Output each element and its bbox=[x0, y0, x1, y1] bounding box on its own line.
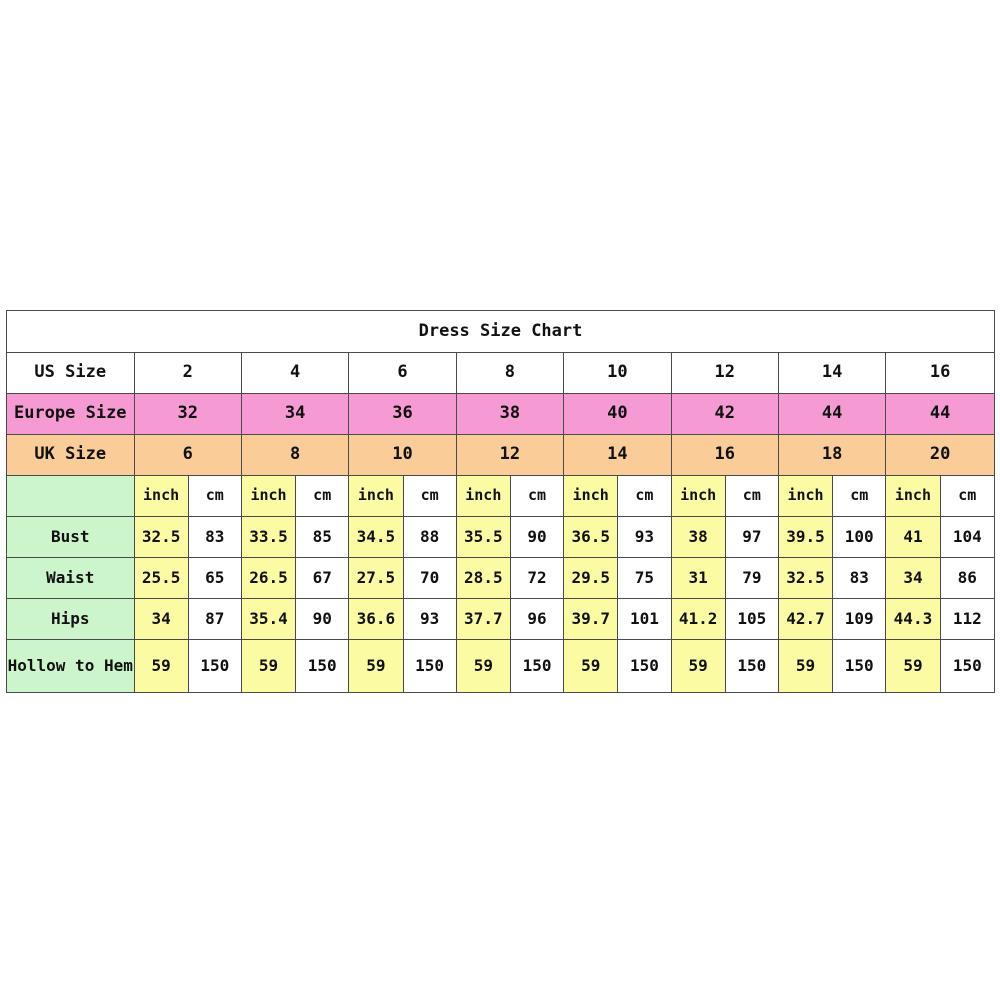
hollow-to-hem-label: Hollow to Hem bbox=[7, 640, 135, 693]
europe-size-cell: 34 bbox=[241, 394, 348, 435]
waist-row bbox=[7, 558, 995, 599]
hollow-to-hem-inch-cell: 59 bbox=[886, 640, 940, 693]
uk-size-row bbox=[7, 435, 995, 476]
us-size-cell: 4 bbox=[241, 353, 348, 394]
europe-size-row bbox=[7, 394, 995, 435]
unit-inch-header: inch bbox=[349, 476, 403, 517]
unit-header-corner bbox=[7, 476, 135, 517]
bust-row bbox=[7, 517, 995, 558]
unit-cm-header: cm bbox=[510, 476, 563, 517]
bust-inch-cell: 41 bbox=[886, 517, 940, 558]
uk-size-cell: 10 bbox=[349, 435, 456, 476]
hollow-to-hem-inch-cell: 59 bbox=[564, 640, 618, 693]
size-chart bbox=[6, 310, 995, 693]
europe-size-cell: 32 bbox=[134, 394, 241, 435]
waist-cm-cell: 67 bbox=[296, 558, 349, 599]
unit-cm-header: cm bbox=[618, 476, 671, 517]
waist-inch-cell: 27.5 bbox=[349, 558, 403, 599]
bust-cm-cell: 83 bbox=[188, 517, 241, 558]
uk-size-cell: 14 bbox=[564, 435, 671, 476]
us-size-label: US Size bbox=[7, 353, 135, 394]
waist-inch-cell: 26.5 bbox=[241, 558, 295, 599]
hips-inch-cell: 39.7 bbox=[564, 599, 618, 640]
hollow-to-hem-inch-cell: 59 bbox=[241, 640, 295, 693]
waist-inch-cell: 25.5 bbox=[134, 558, 188, 599]
us-size-cell: 8 bbox=[456, 353, 563, 394]
uk-size-cell: 20 bbox=[886, 435, 995, 476]
unit-inch-header: inch bbox=[456, 476, 510, 517]
waist-label: Waist bbox=[7, 558, 135, 599]
bust-inch-cell: 35.5 bbox=[456, 517, 510, 558]
waist-cm-cell: 83 bbox=[833, 558, 886, 599]
hips-inch-cell: 34 bbox=[134, 599, 188, 640]
us-size-cell: 12 bbox=[671, 353, 778, 394]
hollow-to-hem-cm-cell: 150 bbox=[188, 640, 241, 693]
hips-cm-cell: 112 bbox=[940, 599, 994, 640]
us-size-cell: 16 bbox=[886, 353, 995, 394]
hips-inch-cell: 44.3 bbox=[886, 599, 940, 640]
uk-size-cell: 12 bbox=[456, 435, 563, 476]
hips-label: Hips bbox=[7, 599, 135, 640]
hollow-to-hem-inch-cell: 59 bbox=[456, 640, 510, 693]
unit-cm-header: cm bbox=[188, 476, 241, 517]
table-body bbox=[7, 311, 995, 693]
europe-size-cell: 44 bbox=[778, 394, 885, 435]
hips-cm-cell: 90 bbox=[296, 599, 349, 640]
us-size-cell: 2 bbox=[134, 353, 241, 394]
unit-inch-header: inch bbox=[671, 476, 725, 517]
waist-cm-cell: 72 bbox=[510, 558, 563, 599]
hollow-to-hem-cm-cell: 150 bbox=[296, 640, 349, 693]
uk-size-cell: 6 bbox=[134, 435, 241, 476]
us-size-cell: 14 bbox=[778, 353, 885, 394]
uk-size-cell: 18 bbox=[778, 435, 885, 476]
bust-inch-cell: 36.5 bbox=[564, 517, 618, 558]
hips-cm-cell: 109 bbox=[833, 599, 886, 640]
unit-cm-header: cm bbox=[296, 476, 349, 517]
us-size-cell: 6 bbox=[349, 353, 456, 394]
waist-inch-cell: 31 bbox=[671, 558, 725, 599]
waist-cm-cell: 65 bbox=[188, 558, 241, 599]
bust-inch-cell: 38 bbox=[671, 517, 725, 558]
hips-cm-cell: 96 bbox=[510, 599, 563, 640]
bust-inch-cell: 34.5 bbox=[349, 517, 403, 558]
title-row bbox=[7, 311, 995, 353]
bust-cm-cell: 85 bbox=[296, 517, 349, 558]
europe-size-cell: 44 bbox=[886, 394, 995, 435]
europe-size-cell: 38 bbox=[456, 394, 563, 435]
hollow-to-hem-cm-cell: 150 bbox=[618, 640, 671, 693]
hips-cm-cell: 105 bbox=[725, 599, 778, 640]
hollow-to-hem-cm-cell: 150 bbox=[725, 640, 778, 693]
uk-size-cell: 8 bbox=[241, 435, 348, 476]
hips-inch-cell: 41.2 bbox=[671, 599, 725, 640]
size-chart-table bbox=[6, 310, 995, 693]
waist-cm-cell: 86 bbox=[940, 558, 994, 599]
unit-inch-header: inch bbox=[778, 476, 832, 517]
chart-title: Dress Size Chart bbox=[7, 311, 995, 353]
bust-cm-cell: 88 bbox=[403, 517, 456, 558]
hollow-to-hem-cm-cell: 150 bbox=[403, 640, 456, 693]
bust-cm-cell: 100 bbox=[833, 517, 886, 558]
hollow-to-hem-inch-cell: 59 bbox=[134, 640, 188, 693]
hollow-to-hem-cm-cell: 150 bbox=[940, 640, 994, 693]
us-size-cell: 10 bbox=[564, 353, 671, 394]
uk-size-cell: 16 bbox=[671, 435, 778, 476]
waist-cm-cell: 70 bbox=[403, 558, 456, 599]
hollow-to-hem-row bbox=[7, 640, 995, 693]
hollow-to-hem-cm-cell: 150 bbox=[510, 640, 563, 693]
hollow-to-hem-inch-cell: 59 bbox=[349, 640, 403, 693]
europe-size-cell: 40 bbox=[564, 394, 671, 435]
uk-size-label: UK Size bbox=[7, 435, 135, 476]
bust-cm-cell: 93 bbox=[618, 517, 671, 558]
bust-cm-cell: 90 bbox=[510, 517, 563, 558]
waist-cm-cell: 75 bbox=[618, 558, 671, 599]
europe-size-label: Europe Size bbox=[7, 394, 135, 435]
waist-inch-cell: 32.5 bbox=[778, 558, 832, 599]
hips-inch-cell: 36.6 bbox=[349, 599, 403, 640]
waist-inch-cell: 34 bbox=[886, 558, 940, 599]
us-size-row bbox=[7, 353, 995, 394]
waist-inch-cell: 28.5 bbox=[456, 558, 510, 599]
hips-inch-cell: 35.4 bbox=[241, 599, 295, 640]
hips-cm-cell: 93 bbox=[403, 599, 456, 640]
unit-inch-header: inch bbox=[886, 476, 940, 517]
waist-inch-cell: 29.5 bbox=[564, 558, 618, 599]
unit-cm-header: cm bbox=[403, 476, 456, 517]
hips-inch-cell: 42.7 bbox=[778, 599, 832, 640]
unit-header-row bbox=[7, 476, 995, 517]
hollow-to-hem-inch-cell: 59 bbox=[778, 640, 832, 693]
hips-cm-cell: 101 bbox=[618, 599, 671, 640]
unit-cm-header: cm bbox=[940, 476, 994, 517]
hollow-to-hem-inch-cell: 59 bbox=[671, 640, 725, 693]
bust-cm-cell: 97 bbox=[725, 517, 778, 558]
unit-cm-header: cm bbox=[833, 476, 886, 517]
bust-label: Bust bbox=[7, 517, 135, 558]
unit-inch-header: inch bbox=[134, 476, 188, 517]
bust-inch-cell: 33.5 bbox=[241, 517, 295, 558]
bust-inch-cell: 32.5 bbox=[134, 517, 188, 558]
hips-row bbox=[7, 599, 995, 640]
europe-size-cell: 36 bbox=[349, 394, 456, 435]
waist-cm-cell: 79 bbox=[725, 558, 778, 599]
hips-inch-cell: 37.7 bbox=[456, 599, 510, 640]
unit-inch-header: inch bbox=[564, 476, 618, 517]
unit-cm-header: cm bbox=[725, 476, 778, 517]
unit-inch-header: inch bbox=[241, 476, 295, 517]
hips-cm-cell: 87 bbox=[188, 599, 241, 640]
hollow-to-hem-cm-cell: 150 bbox=[833, 640, 886, 693]
bust-cm-cell: 104 bbox=[940, 517, 994, 558]
europe-size-cell: 42 bbox=[671, 394, 778, 435]
bust-inch-cell: 39.5 bbox=[778, 517, 832, 558]
